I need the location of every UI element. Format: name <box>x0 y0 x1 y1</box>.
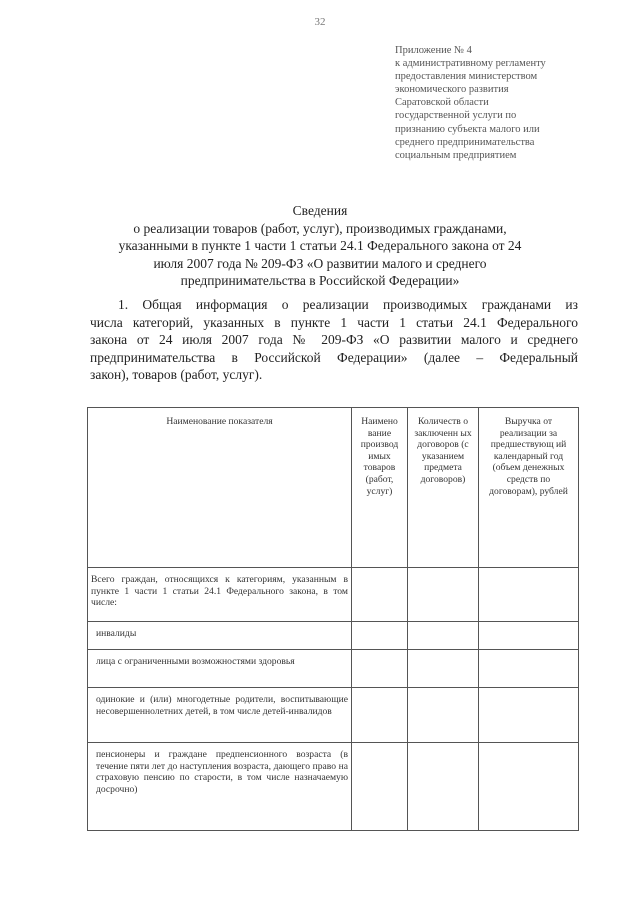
table-row <box>88 622 579 650</box>
intro-paragraph <box>90 296 578 384</box>
cell-revenue <box>479 688 579 743</box>
document-title <box>90 202 550 290</box>
title-heading: Сведения <box>292 203 348 218</box>
cell-revenue <box>479 650 579 688</box>
row-label: одинокие и (или) многодетные родители, воспитывающие несовершеннолетних детей, в том числе детей-инвалидов <box>88 688 352 743</box>
row-label: пенсионеры и граждане предпенсионного возраста (в течение пяти лет до наступления возраста, дающего право на страховую пенсию по старости, в том числе назначаемую досрочно) <box>88 743 352 831</box>
appendix-line: среднего предпринимательства <box>395 136 535 148</box>
header-indicator: Наименование показателя <box>88 408 352 568</box>
intro-line: закона от 24 июля 2007 года № 209-ФЗ «О развитии малого и среднего <box>90 332 578 348</box>
cell-contracts <box>408 743 479 831</box>
title-line: о реализации товаров (работ, услуг), производимых гражданами, <box>133 220 507 236</box>
table-row <box>88 650 579 688</box>
appendix-line: к административному регламенту <box>395 58 546 70</box>
intro-line: закон), товаров (работ, услуг). <box>90 367 263 383</box>
table-row <box>88 743 579 831</box>
cell-contracts <box>408 688 479 743</box>
cell-goods <box>352 688 408 743</box>
intro-line: предпринимательства в Российской Федерации» (далее – Федеральный <box>90 349 578 365</box>
cell-goods <box>352 650 408 688</box>
appendix-note <box>395 44 605 162</box>
cell-contracts <box>408 622 479 650</box>
appendix-line: признанию субъекта малого или <box>395 123 540 135</box>
row-label: лица с ограниченными возможностями здоровья <box>88 650 352 688</box>
cell-revenue <box>479 568 579 622</box>
appendix-line: предоставления министерством <box>395 71 538 83</box>
table-row <box>88 688 579 743</box>
header-goods: Наимено вание производ имых товаров (работ, услуг) <box>352 408 408 568</box>
row-label: Всего граждан, относящихся к категориям, указанным в пункте 1 части 1 статьи 24.1 Федерального закона, в том числе: <box>88 568 352 622</box>
table-row <box>88 568 579 622</box>
row-label: инвалиды <box>88 622 352 650</box>
intro-line: 1. Общая информация о реализации производимых гражданами из <box>118 297 578 312</box>
appendix-line: Саратовской области <box>395 97 489 109</box>
cell-goods <box>352 568 408 622</box>
appendix-line: социальным предприятием <box>395 149 517 161</box>
cell-contracts <box>408 568 479 622</box>
cell-revenue <box>479 743 579 831</box>
appendix-line: экономического развития <box>395 84 509 96</box>
intro-line: числа категорий, указанных в пункте 1 части 1 статьи 24.1 Федерального <box>90 314 578 330</box>
appendix-line: Приложение № 4 <box>395 45 472 56</box>
appendix-line: государственной услуги по <box>395 110 517 122</box>
header-contracts: Количеств о заключенн ых договоров (с указанием предмета договоров) <box>408 408 479 568</box>
title-line: указанными в пункте 1 части 1 статьи 24.1 Федерального закона от 24 <box>118 238 522 253</box>
cell-goods <box>352 622 408 650</box>
indicators-table <box>87 407 579 831</box>
cell-contracts <box>408 650 479 688</box>
title-line: предпринимательства в Российской Федерации» <box>180 273 460 288</box>
cell-revenue <box>479 622 579 650</box>
cell-goods <box>352 743 408 831</box>
table-header-row <box>88 408 579 568</box>
header-revenue: Выручка от реализации за предшествующ ий календарный год (объем денежных средств по договорам), рублей <box>479 408 579 568</box>
page-number: 32 <box>314 16 326 28</box>
title-line: июля 2007 года № 209-ФЗ «О развитии малого и среднего <box>153 255 487 271</box>
